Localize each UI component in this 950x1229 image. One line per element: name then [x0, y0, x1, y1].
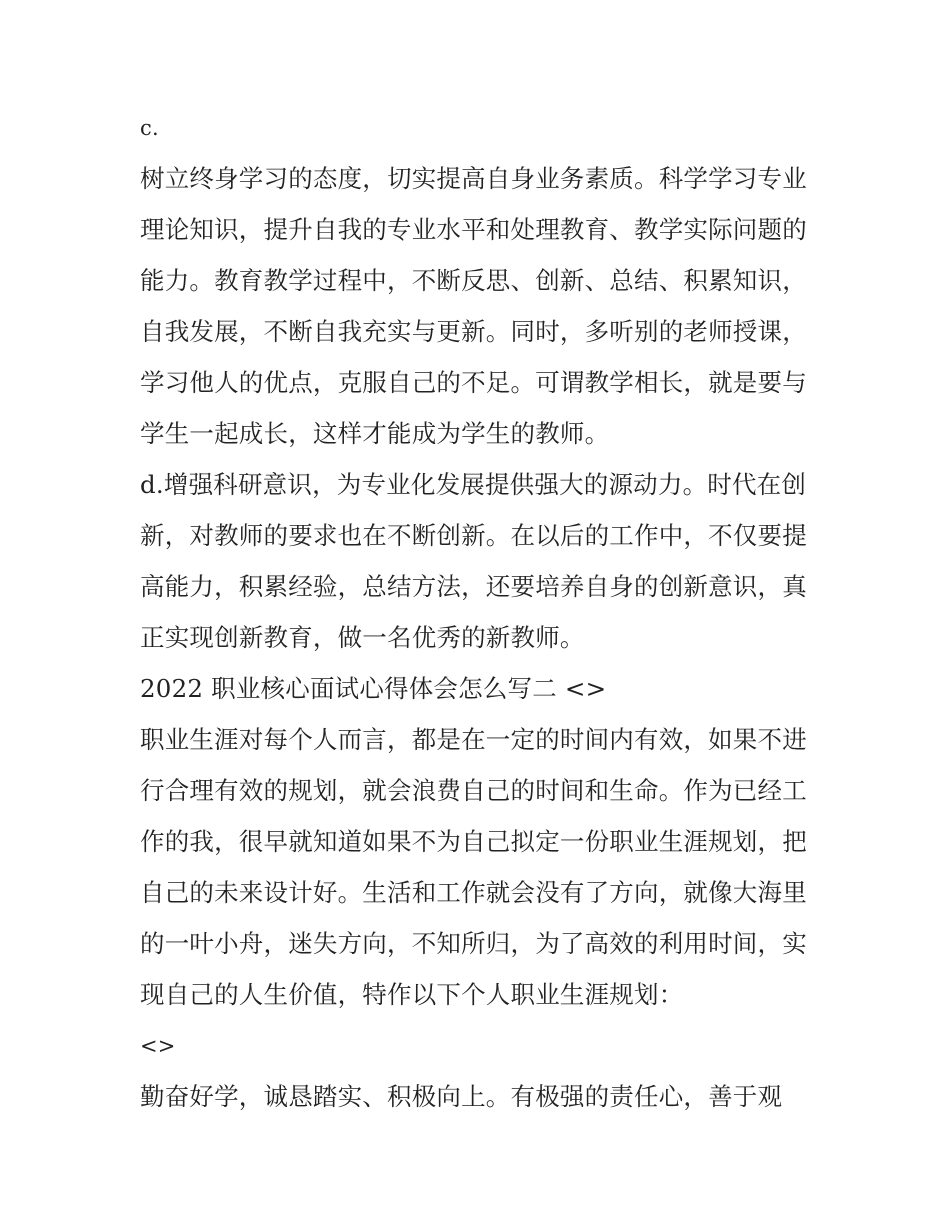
text-line: 的一叶小舟，迷失方向，不知所归，为了高效的利用时间，实 — [140, 929, 807, 958]
text-line: 理论知识，提升自我的专业水平和处理教育、教学实际问题的 — [140, 215, 807, 244]
text-line: d.增强科研意识，为专业化发展提供强大的源动力。时代在创 — [140, 470, 807, 499]
text-line: 自我发展，不断自我充实与更新。同时，多听别的老师授课， — [140, 317, 807, 346]
text-line: 能力。教育教学过程中，不断反思、创新、总结、积累知识， — [140, 266, 807, 295]
section-heading: 2022 职业核心面试心得体会怎么写二 <> — [140, 674, 607, 703]
text-line: 职业生涯对每个人而言，都是在一定的时间内有效，如果不进 — [140, 725, 807, 754]
text-line: 树立终身学习的态度，切实提高自身业务素质。科学学习专业 — [140, 164, 807, 193]
text-line: 自己的未来设计好。生活和工作就会没有了方向，就像大海里 — [140, 878, 807, 907]
text-line: 新，对教师的要求也在不断创新。在以后的工作中，不仅要提 — [140, 521, 807, 550]
text-line: 作的我，很早就知道如果不为自己拟定一份职业生涯规划，把 — [140, 827, 807, 856]
text-line: 高能力，积累经验，总结方法，还要培养自身的创新意识，真 — [140, 572, 807, 601]
text-line: 勤奋好学，诚恳踏实、积极向上。有极强的责任心，善于观 — [140, 1082, 783, 1111]
text-line: 正实现创新教育，做一名优秀的新教师。 — [140, 623, 585, 652]
text-line: 现自己的人生价值，特作以下个人职业生涯规划： — [140, 980, 684, 1009]
text-line: 学生一起成长，这样才能成为学生的教师。 — [140, 419, 610, 448]
text-line: 行合理有效的规划，就会浪费自己的时间和生命。作为已经工 — [140, 776, 807, 805]
body-text — [140, 108, 815, 1128]
text-line: <> — [140, 1034, 176, 1058]
text-line: 学习他人的优点，克服自己的不足。可谓教学相长，就是要与 — [140, 368, 807, 397]
text-line: c. — [140, 116, 159, 140]
